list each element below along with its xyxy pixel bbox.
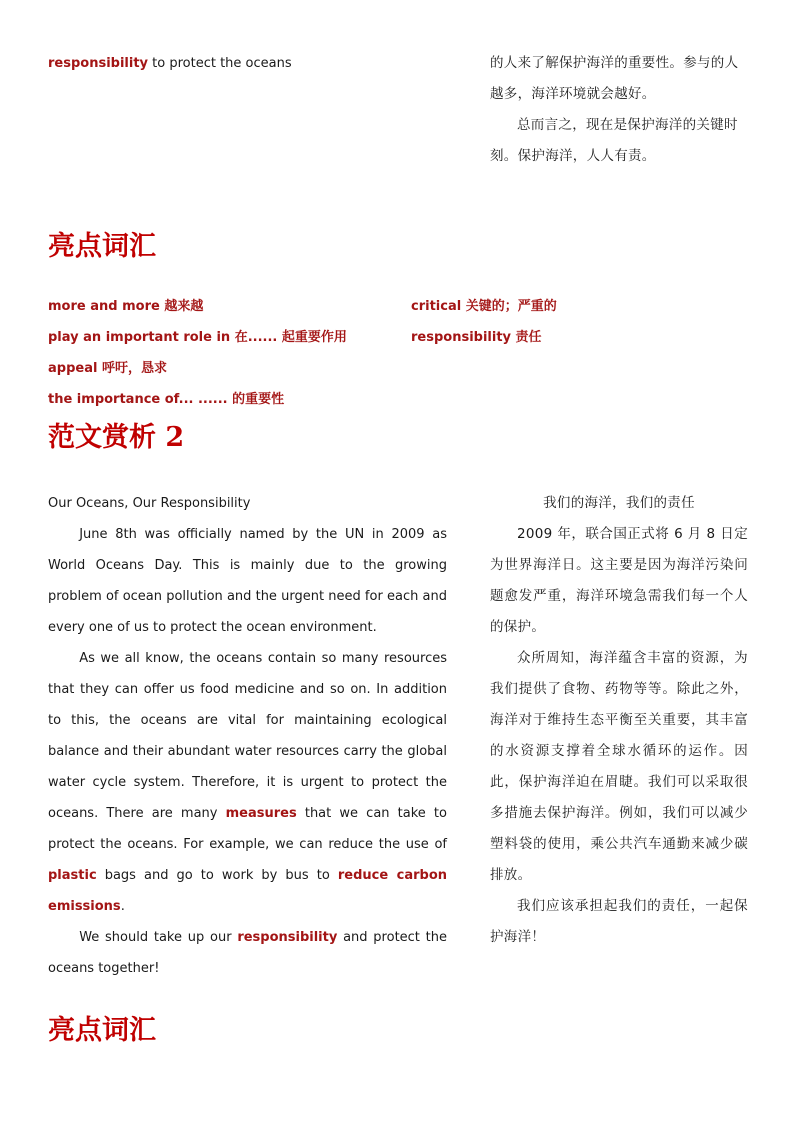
vocab-heading: 亮点词汇 — [48, 231, 156, 262]
vocab-item: the importance of... ...... 的重要性 — [48, 392, 285, 407]
top-cn-line-1: 的人来了解保护海洋的重要性。参与的人 — [490, 55, 739, 71]
top-chinese-block — [490, 48, 748, 172]
highlight-word: measures — [225, 806, 297, 821]
top-cn-para2-line-1: 总而言之，现在是保护海洋的关键时 — [517, 117, 738, 133]
vocab-item: appeal 呼吁，恳求 — [48, 361, 167, 376]
english-paragraph-2: As we all know, the oceans contain so many resources that they can offer us food medicine and so on. In addition to this, the oceans are vital for maintaining ecological balance and their abundant water resources carry the global water cycle system. Therefore, it is urgent to protect the oceans. There are many measures that we can take to protect the oceans. For example, we can reduce the use of plastic bags and go to work by bus to reduce carbon emissions. — [48, 651, 448, 914]
chinese-essay-title: 我们的海洋，我们的责任 — [543, 495, 695, 511]
vocab-item: play an important role in 在...... 起重要作用 — [48, 330, 347, 345]
english-paragraph-1: June 8th was officially named by the UN in 2009 as World Oceans Day. This is mainly due to the growing problem of ocean pollution and the urgent need for each and every one of us to protect the ocean environment. — [48, 527, 447, 635]
highlight-word: responsibility — [48, 56, 149, 71]
chinese-essay — [490, 488, 748, 953]
top-cn-line-2: 越多，海洋环境就会越好。 — [490, 86, 656, 102]
english-paragraph-3: We should take up our responsibility and protect the oceans together! — [48, 930, 448, 976]
vocab-item: responsibility 责任 — [411, 330, 542, 345]
essay-heading: 范文赏析 2 — [48, 422, 185, 453]
english-essay — [48, 488, 447, 984]
chinese-paragraph-1: 2009 年，联合国正式将 6 月 8 日定为世界海洋日。这主要是因为海洋污染问题愈发严重，海洋环境急需我们每一个人的保护。 — [490, 526, 748, 635]
highlight-word: plastic — [48, 868, 97, 883]
top-english-line — [48, 48, 292, 79]
highlight-word: responsibility — [237, 930, 338, 945]
vocab-heading-2: 亮点词汇 — [48, 1015, 156, 1046]
top-cn-para2-line-2: 刻。保护海洋，人人有责。 — [490, 148, 656, 164]
vocab-item: critical 关键的；严重的 — [411, 299, 557, 314]
vocab-item: more and more 越来越 — [48, 299, 204, 314]
chinese-paragraph-2: 众所周知，海洋蕴含丰富的资源，为我们提供了食物、药物等等。除此之外，海洋对于维持生态平衡至关重要，其丰富的水资源支撑着全球水循环的运作。因此，保护海洋迫在眉睫。我们可以采取很多措施去保护海洋。例如，我们可以减少塑料袋的使用，乘公共汽车通勤来减少碳排放。 — [490, 650, 748, 883]
english-essay-title: Our Oceans, Our Responsibility — [48, 496, 251, 511]
chinese-paragraph-3: 我们应该承担起我们的责任，一起保护海洋！ — [490, 898, 748, 945]
top-english-text: to protect the oceans — [148, 56, 292, 71]
highlight-word: reduce carbon emissions — [48, 868, 448, 914]
